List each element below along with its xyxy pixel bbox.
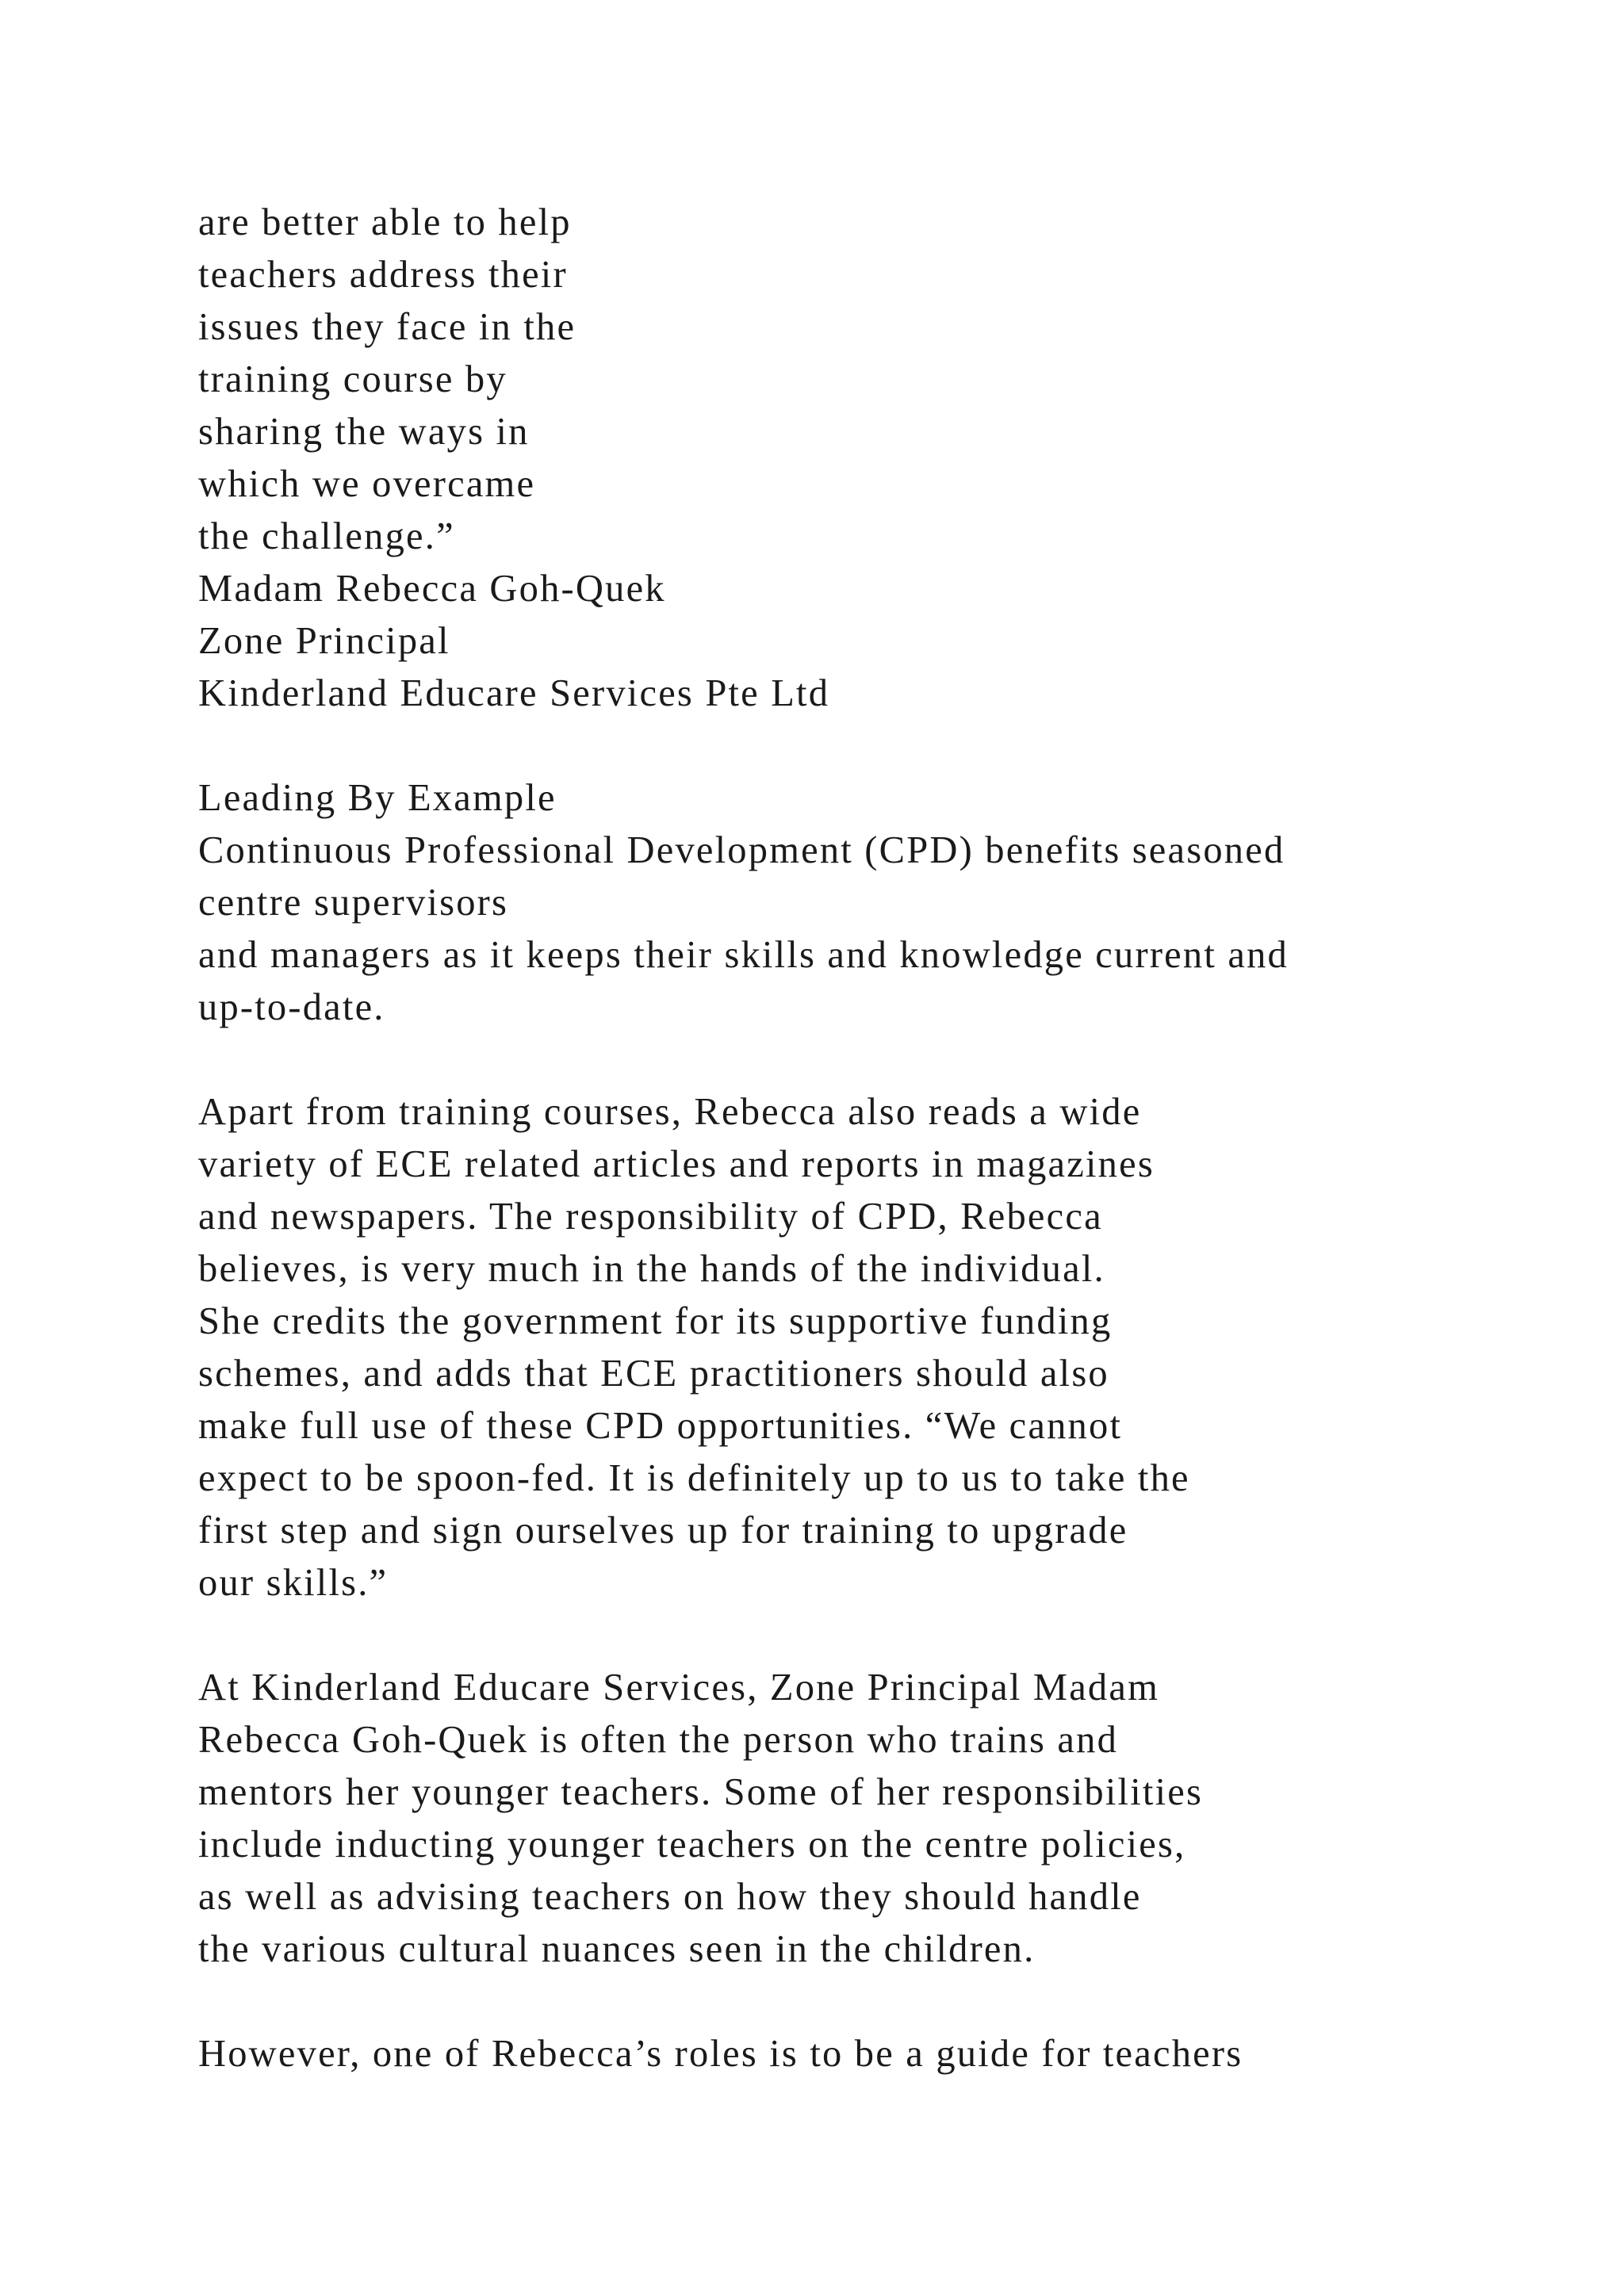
text-line: variety of ECE related articles and reports in magazines xyxy=(198,1143,1155,1185)
paragraph-spacer xyxy=(198,720,1562,772)
text-line: up-to-date. xyxy=(198,986,385,1028)
text-line: training course by xyxy=(198,358,508,400)
document-body xyxy=(198,197,1562,2080)
attribution-title: Zone Principal xyxy=(198,620,450,662)
text-line: teachers address their xyxy=(198,254,568,296)
text-line: as well as advising teachers on how they should handle xyxy=(198,1876,1142,1918)
text-line: and managers as it keeps their skills and knowledge current and xyxy=(198,934,1289,976)
paragraph-3 xyxy=(198,1662,1562,1976)
section-heading: Leading By Example xyxy=(198,777,557,819)
text-line: sharing the ways in xyxy=(198,411,530,453)
text-line: and newspapers. The responsibility of CPD, Rebecca xyxy=(198,1196,1103,1238)
attribution-name: Madam Rebecca Goh-Quek xyxy=(198,568,666,610)
paragraph-spacer xyxy=(198,1609,1562,1662)
text-line: make full use of these CPD opportunities. “We cannot xyxy=(198,1405,1123,1447)
text-line: first step and sign ourselves up for training to upgrade xyxy=(198,1510,1128,1552)
text-line: the various cultural nuances seen in the children. xyxy=(198,1928,1036,1970)
paragraph-spacer xyxy=(198,1034,1562,1086)
intro-paragraph xyxy=(198,825,1562,1034)
text-line: Continuous Professional Development (CPD) benefits seasoned xyxy=(198,829,1285,871)
text-line: expect to be spoon-fed. It is definitely up to us to take the xyxy=(198,1457,1190,1499)
text-line: However, one of Rebecca’s roles is to be a guide for teachers xyxy=(198,2033,1243,2075)
paragraph-spacer xyxy=(198,1976,1562,2028)
paragraph-2 xyxy=(198,1086,1562,1609)
text-line: include inducting younger teachers on the centre policies, xyxy=(198,1823,1186,1866)
text-line: schemes, and adds that ECE practitioners should also xyxy=(198,1353,1109,1395)
text-line: Rebecca Goh-Quek is often the person who trains and xyxy=(198,1719,1119,1761)
text-line: She credits the government for its supportive funding xyxy=(198,1300,1113,1342)
text-line: At Kinderland Educare Services, Zone Principal Madam xyxy=(198,1667,1160,1709)
text-line: are better able to help xyxy=(198,201,572,243)
text-line: issues they face in the xyxy=(198,306,576,348)
text-line: which we overcame xyxy=(198,463,536,505)
attribution-organization: Kinderland Educare Services Pte Ltd xyxy=(198,672,830,714)
text-line: our skills.” xyxy=(198,1562,389,1604)
paragraph-4 xyxy=(198,2028,1562,2080)
quote-tail xyxy=(198,197,1562,563)
text-line: mentors her younger teachers. Some of her responsibilities xyxy=(198,1771,1204,1813)
text-line: believes, is very much in the hands of the individual. xyxy=(198,1248,1105,1290)
text-line: Apart from training courses, Rebecca also reads a wide xyxy=(198,1091,1142,1133)
text-line: the challenge.” xyxy=(198,515,455,557)
attribution xyxy=(198,563,1562,720)
text-line: centre supervisors xyxy=(198,882,509,924)
